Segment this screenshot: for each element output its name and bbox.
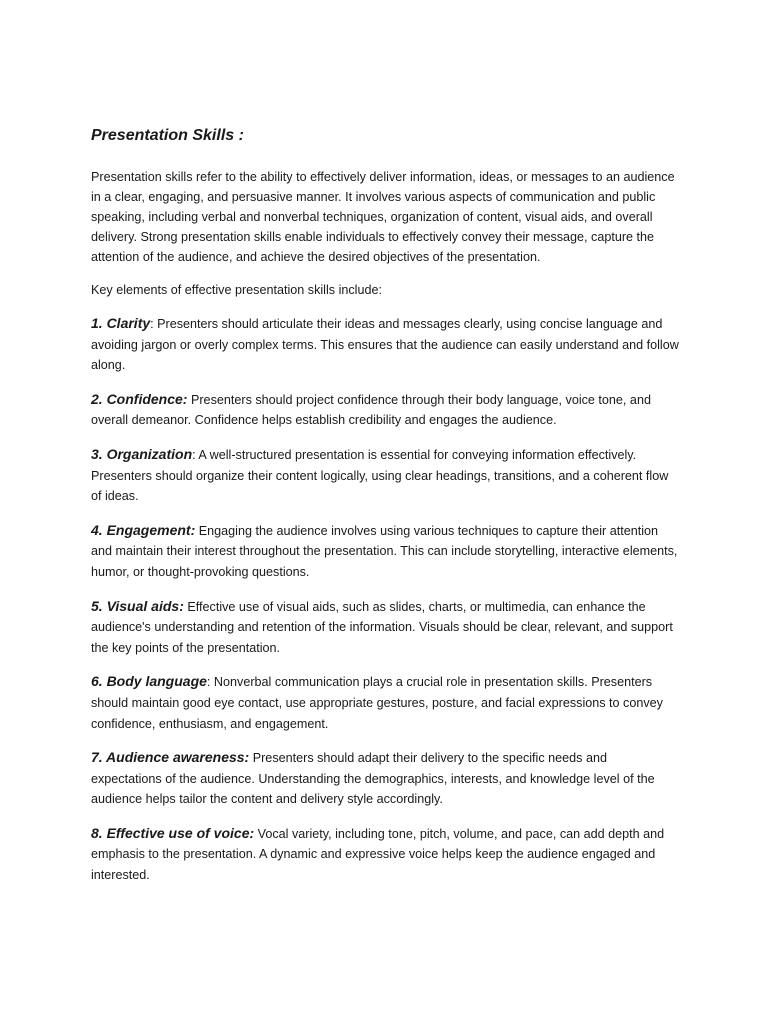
list-item-organization <box>91 444 681 507</box>
document-title: Presentation Skills : <box>91 127 244 144</box>
list-item-clarity <box>91 313 681 376</box>
item-text: Engaging the audience involves using various techniques to capture their attention and maintain their interest throughout the presentation. This can include storytelling, interactive elements, humor, or thought-provoking questions. <box>91 523 678 579</box>
list-item-body-language <box>91 671 681 734</box>
item-text: : Presenters should articulate their ideas and messages clearly, using concise language and avoiding jargon or overly complex terms. This ensures that the audience can easily understand and follow along. <box>91 317 679 373</box>
list-item-effective-voice <box>91 823 681 886</box>
item-text: Presenters should project confidence through their body language, voice tone, and overall demeanor. Confidence helps establish credibility and engages the audience. <box>91 392 651 428</box>
item-text: Vocal variety, including tone, pitch, volume, and pace, can add depth and emphasis to the presentation. A dynamic and expressive voice helps keep the audience engaged and interested. <box>91 826 665 883</box>
item-heading: 5. Visual aids: <box>91 597 184 614</box>
lead-paragraph: Key elements of effective presentation skills include: <box>91 283 382 297</box>
intro-paragraph: Presentation skills refer to the ability to effectively deliver information, ideas, or messages to an audience in a clear, engaging, and persuasive manner. It involves various aspects of communication and public speaking, including verbal and nonverbal techniques, organization of content, visual aids, and overall delivery. Strong presentation skills enable individuals to effectively convey their message, capture the attention of the audience, and achieve the desired objectives of the presentation. <box>91 170 675 264</box>
item-heading: 3. Organization <box>91 445 193 462</box>
item-heading: 2. Confidence: <box>91 390 188 407</box>
list-item-confidence <box>91 389 681 431</box>
list-item-visual-aids <box>91 596 681 659</box>
list-item-audience-awareness <box>91 747 681 810</box>
item-heading: 6. Body language <box>91 673 207 690</box>
item-heading: 7. Audience awareness: <box>91 749 250 766</box>
item-text: Effective use of visual aids, such as slides, charts, or multimedia, can enhance the audience's understanding and retention of the information. Visuals should be clear, relevant, and support the key points of the presentation. <box>91 599 673 655</box>
item-text: : Nonverbal communication plays a crucial role in presentation skills. Presenters should maintain good eye contact, use appropriate gestures, posture, and facial expressions to convey confidence, enthusiasm, and engagement. <box>91 675 663 731</box>
item-heading: 8. Effective use of voice: <box>91 824 255 841</box>
item-heading: 4. Engagement: <box>91 521 196 538</box>
item-text: Presenters should adapt their delivery to the specific needs and expectations of the audience. Understanding the demographics, interests, and knowledge level of the audience helps tailor the content and delivery style accordingly. <box>91 751 655 807</box>
document-page <box>91 124 681 899</box>
item-heading: 1. Clarity <box>91 315 151 331</box>
item-text: : A well-structured presentation is essential for conveying information effectively. Presenters should organize their content logically, using clear headings, transitions, and a coherent flow of ideas. <box>91 447 669 504</box>
list-item-engagement <box>91 520 681 583</box>
